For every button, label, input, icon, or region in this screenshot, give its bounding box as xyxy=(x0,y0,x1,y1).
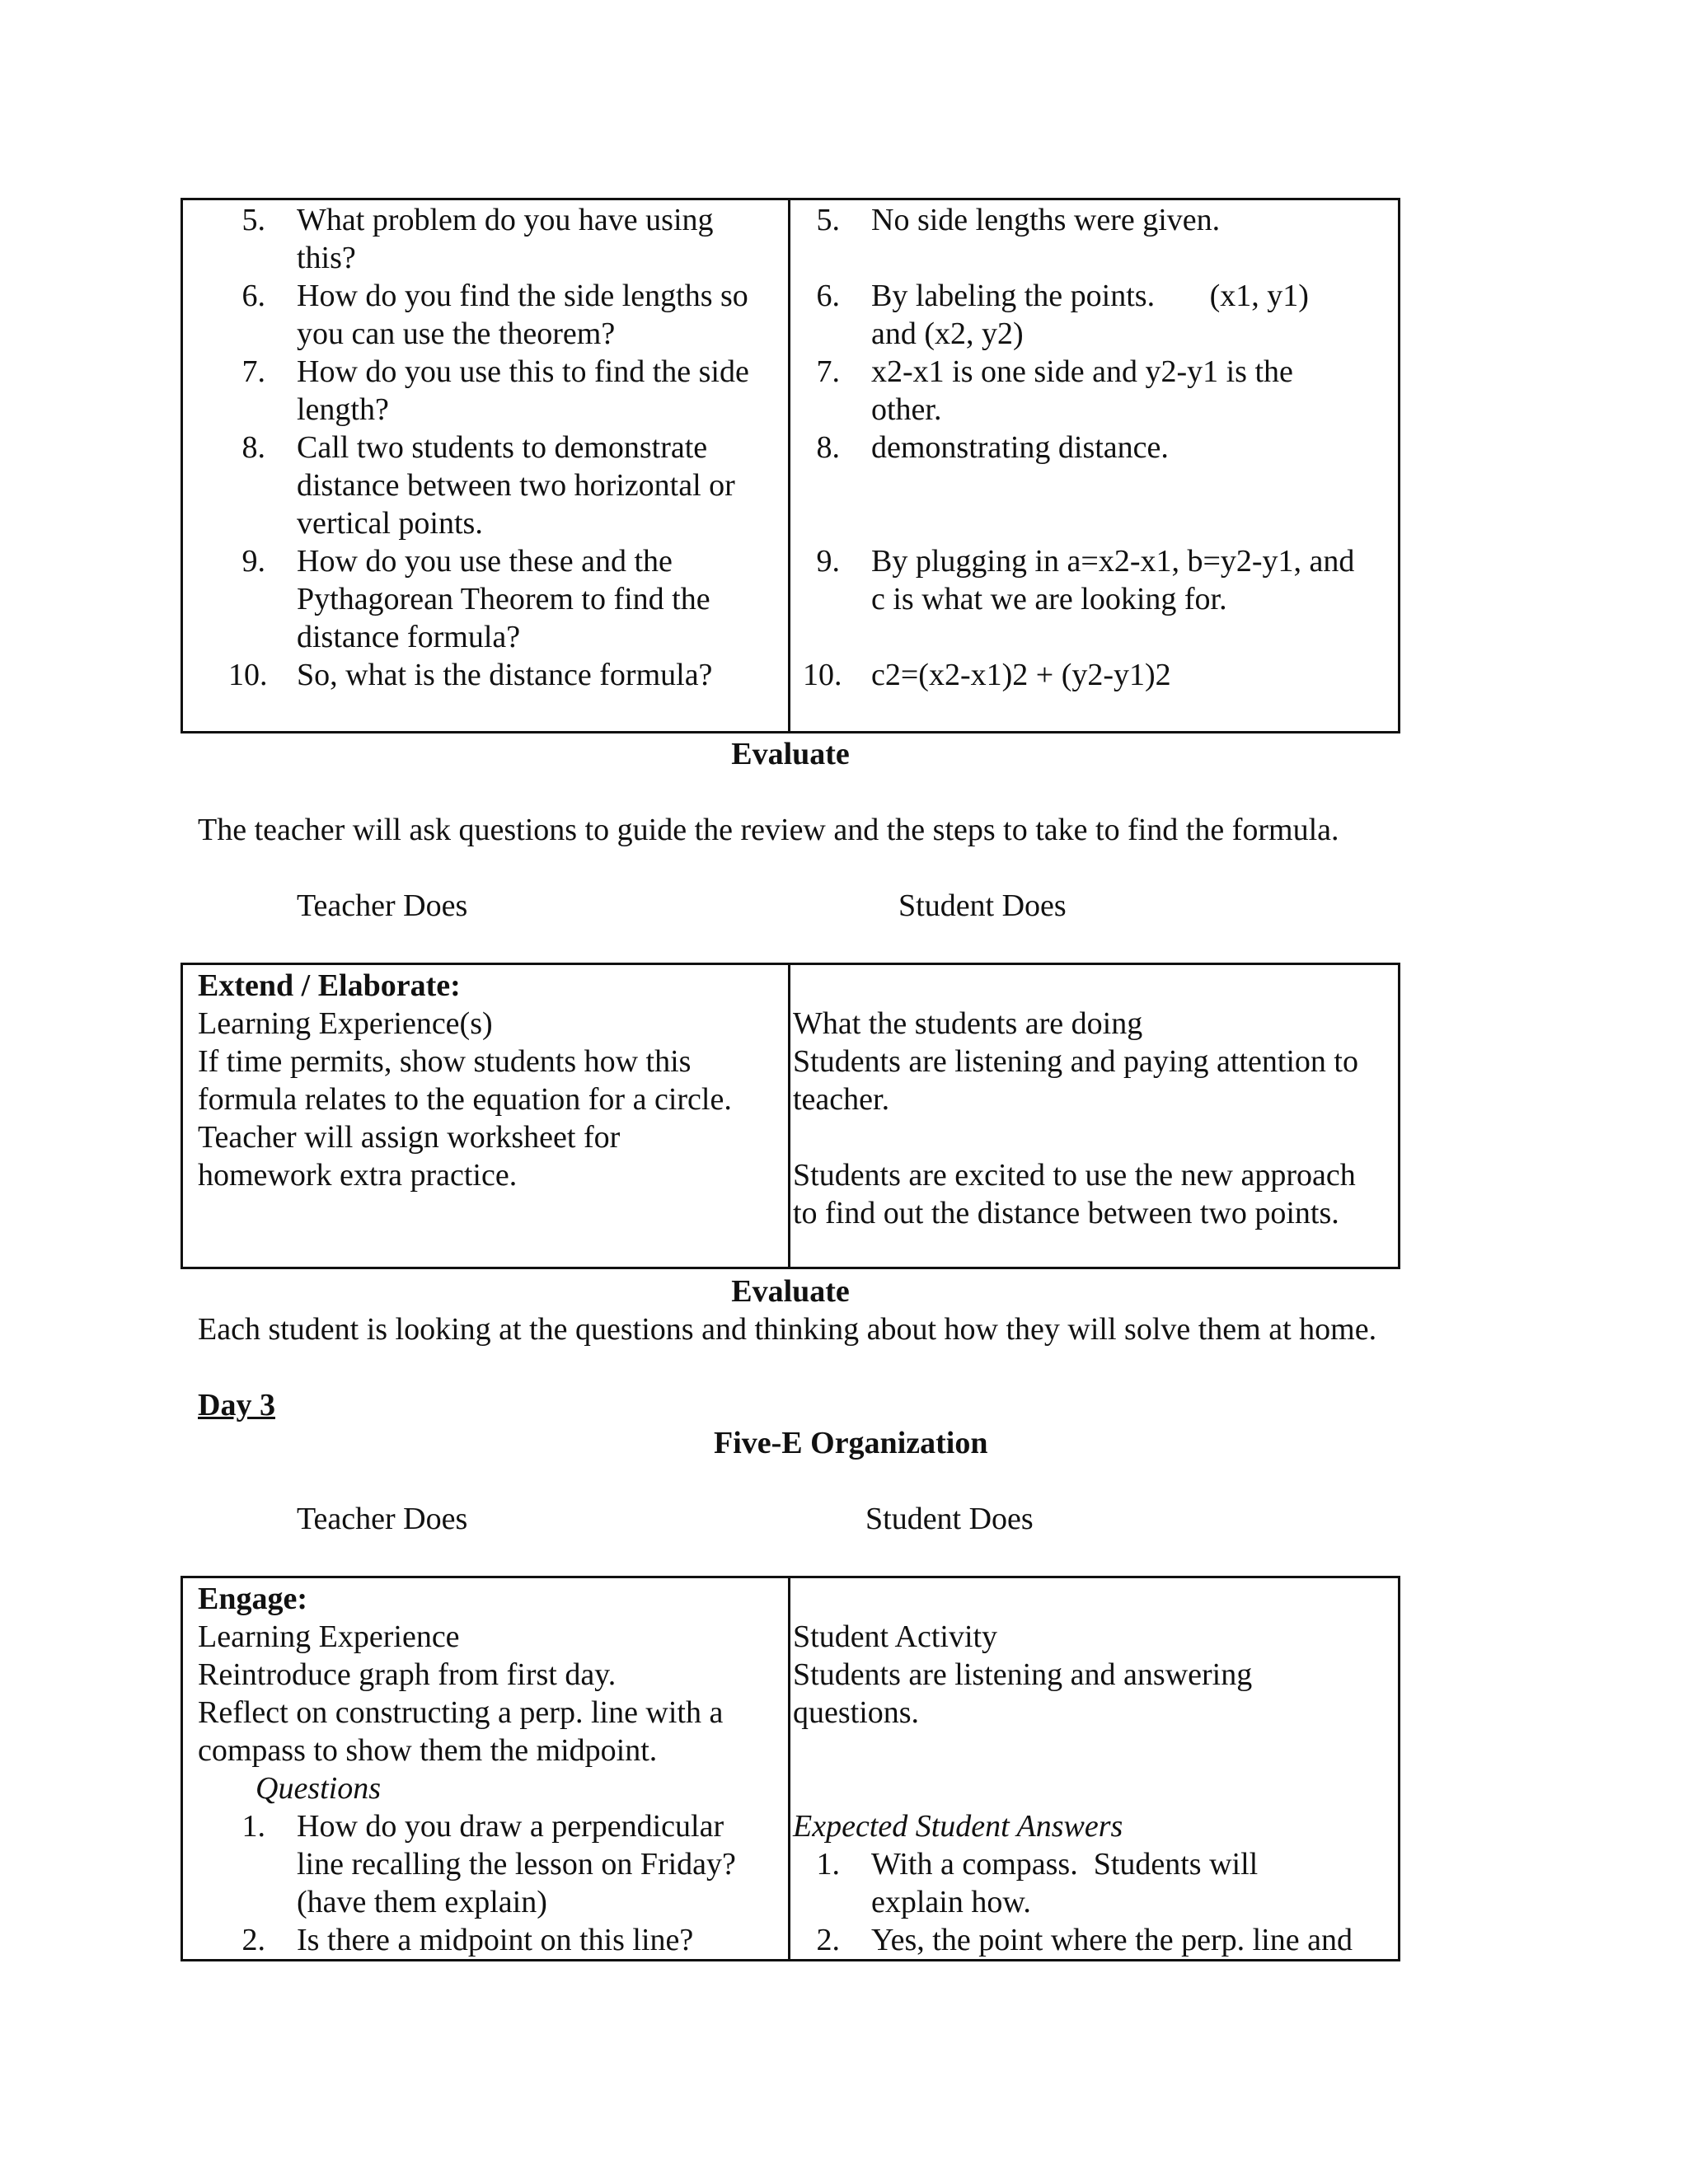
day-label: Day 3 xyxy=(198,1388,275,1422)
engage-table xyxy=(181,1576,1400,1961)
extend-elaborate-table xyxy=(181,963,1400,1269)
answers-label: Expected Student Answers xyxy=(793,1809,1123,1844)
teacher-questions-column: 5. What problem do you have using this? 6. How do you find the side lengths so you can use the theorem? 7. How do you use this to find the side length? 8. Call two students to demonstrate distance between two horizontal or vertical points. 9. How do you use these and the Pythagorean Theorem to find the distance formula? 10. So, what is the distance formula? xyxy=(183,200,790,731)
teacher-does-label: Teacher Does xyxy=(297,1502,468,1536)
evaluate-heading: Evaluate xyxy=(731,737,850,771)
section-heading: Extend / Elaborate: xyxy=(198,968,461,1003)
teacher-column: Engage: Learning Experience Reintroduce graph from first day. Reflect on constructing a perp. line with a compass to show them the midpoint. Questions 1. How do you draw a perpendicular line recalling the lesson on Friday? (have them explain) 2. Is there a midpoint on this line? xyxy=(183,1578,790,1959)
student-column: What the students are doing Students are listening and paying attention to teacher. Students are excited to use the new approach to find out the distance between two points. xyxy=(793,1006,1358,1230)
evaluate-text: Each student is looking at the questions and thinking about how they will solve them at home. xyxy=(198,1312,1377,1347)
student-does-label: Student Does xyxy=(865,1502,1034,1536)
student-column: Student Activity Students are listening and answering questions. Expected Student Answers 1. With a compass. Students will explain how. 2. Yes, the point where the perp. line and xyxy=(793,1619,1353,1957)
questions-label: Questions xyxy=(256,1771,381,1806)
student-answers-column: 5. No side lengths were given. 6. By labeling the points. (x1, y1) and (x2, y2) 7. x2-x1 is one side and y2-y1 is the other. 8. demonstrating distance. 9. By plugging in a=x2-x1, b=y2-y1, and c is what we are looking for. 10. c2=(x2-x1)2 + (y2-y1)2 xyxy=(803,203,1355,692)
section-title: Five-E Organization xyxy=(714,1426,988,1460)
student-does-label: Student Does xyxy=(898,888,1067,923)
evaluate-heading: Evaluate xyxy=(731,1274,850,1309)
section-heading: Engage: xyxy=(198,1582,307,1616)
question-answer-table xyxy=(181,198,1400,733)
teacher-column: Extend / Elaborate: Learning Experience(s) If time permits, show students how this formula relates to the equation for a circle. Teacher will assign worksheet for homework extra practice. xyxy=(183,965,790,1267)
teacher-does-label: Teacher Does xyxy=(297,888,468,923)
evaluate-text: The teacher will ask questions to guide the review and the steps to take to find the formula. xyxy=(198,813,1339,847)
